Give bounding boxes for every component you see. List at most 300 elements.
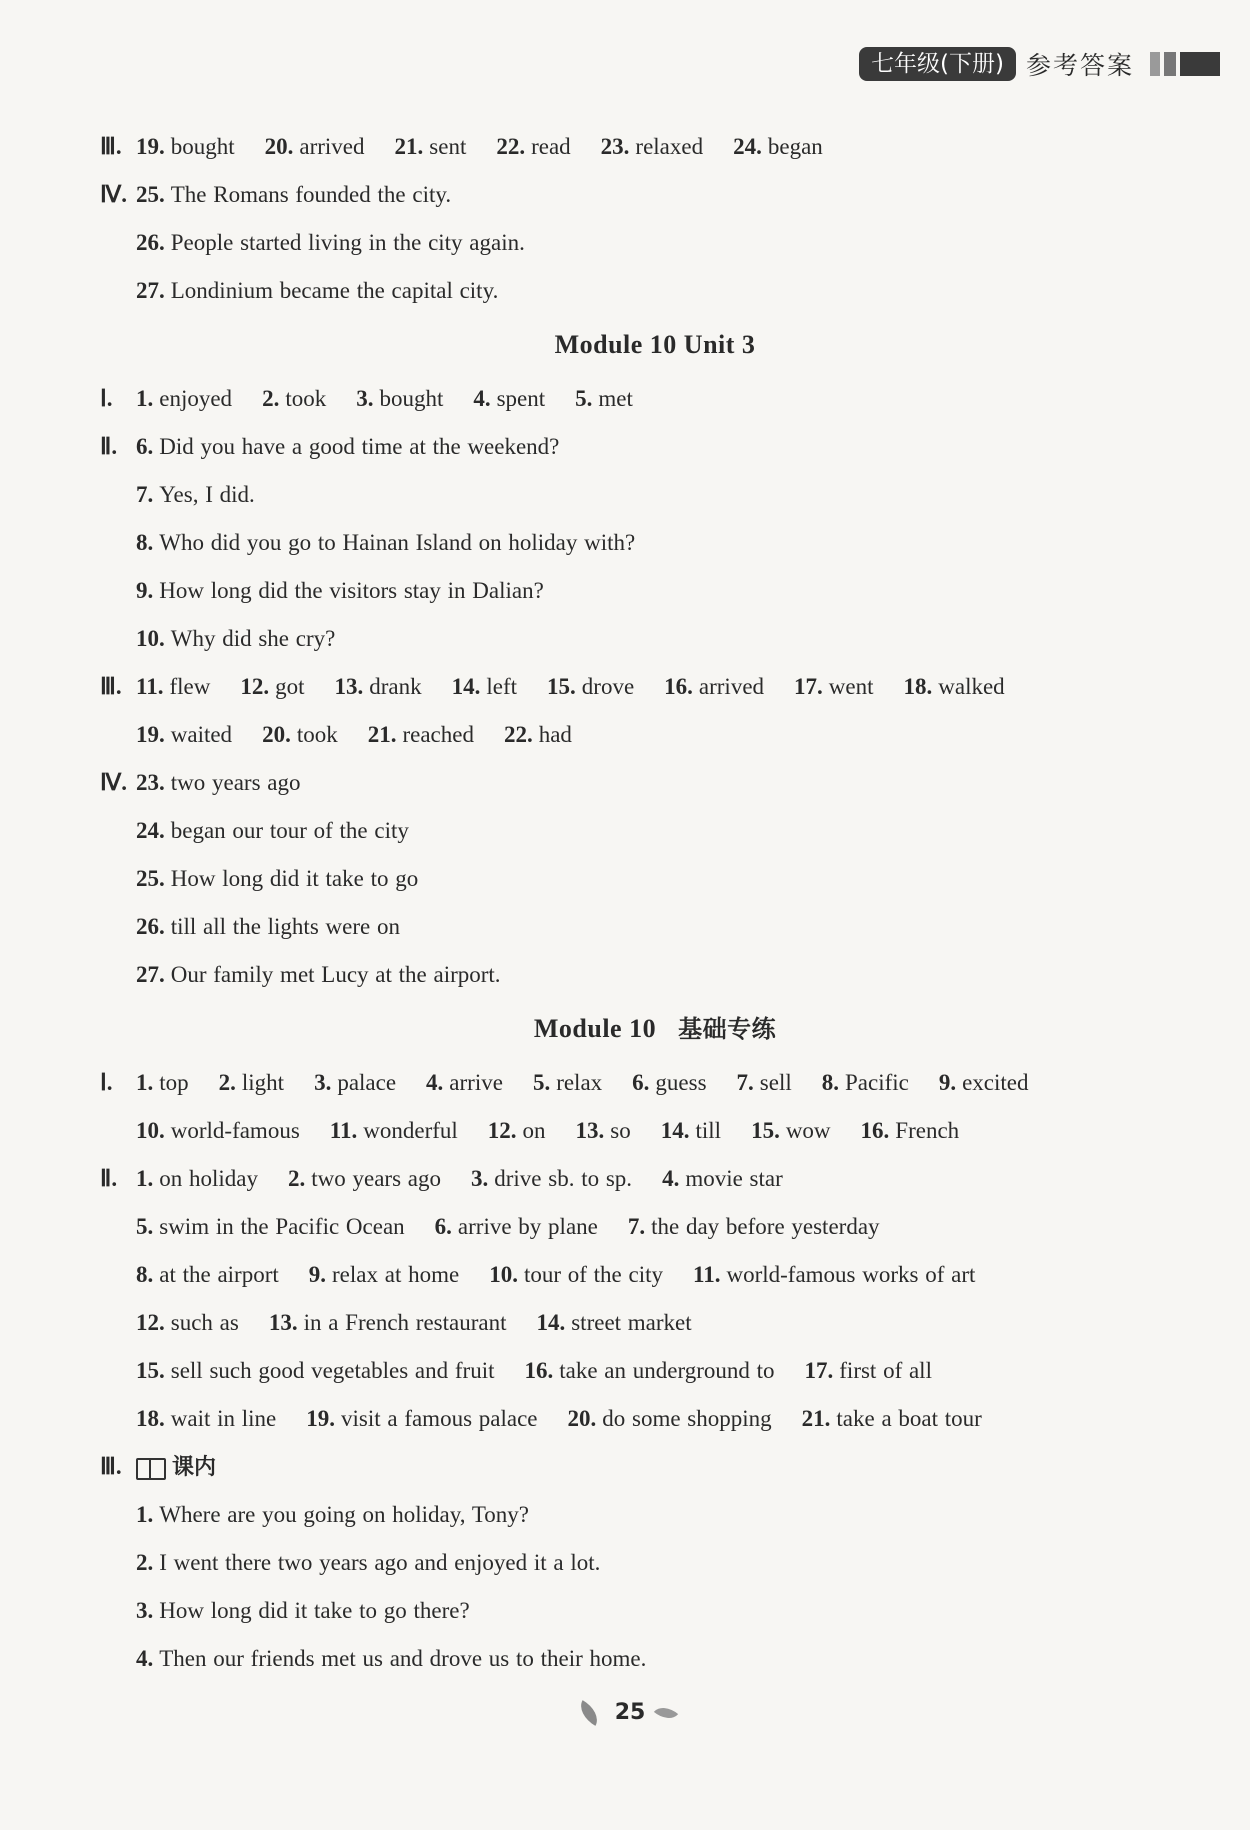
item-answer: How long did it take to go there? [159, 1598, 470, 1623]
item-number: 25. [136, 866, 165, 891]
item-number: 13. [575, 1118, 605, 1143]
item-answer: on holiday [159, 1166, 258, 1191]
item-number: 2. [262, 386, 280, 411]
item-number: 4. [662, 1166, 680, 1191]
section-title [100, 315, 1210, 375]
answer-item [136, 1491, 529, 1539]
item-number: 27. [136, 962, 165, 987]
item-answer: got [275, 674, 305, 699]
answer-line [100, 1491, 1210, 1539]
answer-line [100, 219, 1210, 267]
answer-item [136, 567, 544, 615]
answer-line [100, 615, 1210, 663]
answer-item [240, 663, 304, 711]
item-number: 26. [136, 914, 165, 939]
item-number: 15. [136, 1358, 165, 1383]
item-answer: How long did the visitors stay in Dalian? [159, 578, 544, 603]
item-number: 8. [821, 1070, 839, 1095]
item-answer: drive sb. to sp. [494, 1166, 633, 1191]
answer-items [136, 1203, 880, 1251]
answer-item [335, 663, 422, 711]
answer-item [262, 375, 326, 423]
answer-item [265, 123, 365, 171]
item-number: 15. [751, 1118, 780, 1143]
item-answer: had [538, 722, 572, 747]
section-title-cn: 基础专练 [678, 1015, 777, 1043]
item-answer: till all the lights were on [170, 914, 400, 939]
roman-numeral: Ⅲ. [100, 1454, 122, 1479]
roman-numeral: Ⅰ. [100, 386, 113, 411]
item-answer: left [486, 674, 518, 699]
answer-item [861, 1107, 960, 1155]
answer-item [136, 1107, 300, 1155]
item-answer: Where are you going on holiday, Tony? [159, 1502, 529, 1527]
answer-item [136, 1059, 189, 1107]
answer-item [136, 1299, 239, 1347]
answer-item [632, 1059, 706, 1107]
item-number: 18. [903, 674, 933, 699]
item-answer: such as [170, 1310, 239, 1335]
item-answer: excited [962, 1070, 1029, 1095]
roman-numeral: Ⅲ. [100, 134, 122, 159]
item-answer: Why did she cry? [170, 626, 336, 651]
answer-items [136, 759, 301, 807]
answer-items [136, 903, 400, 951]
answer-item [136, 1587, 470, 1635]
answer-line [100, 711, 1210, 759]
item-answer: two years ago [311, 1166, 441, 1191]
answer-item [737, 1059, 792, 1107]
page-footer [0, 1700, 1250, 1725]
item-number: 6. [434, 1214, 452, 1239]
answer-item [533, 1059, 602, 1107]
answer-item [473, 375, 545, 423]
answer-item [136, 855, 418, 903]
item-number: 11. [136, 674, 164, 699]
answer-line [100, 1539, 1210, 1587]
item-number: 5. [136, 1214, 154, 1239]
item-answer: movie star [685, 1166, 783, 1191]
answer-line [100, 1347, 1210, 1395]
answer-items [136, 1395, 982, 1443]
item-number: 14. [660, 1118, 690, 1143]
section-title [100, 999, 1210, 1059]
answer-item [136, 423, 559, 471]
leaf-icon [575, 1700, 604, 1726]
item-number: 2. [136, 1550, 154, 1575]
answer-item [601, 123, 703, 171]
item-number: 8. [136, 530, 154, 555]
answer-items [136, 1251, 975, 1299]
item-answer: street market [571, 1310, 692, 1335]
answer-item [136, 1155, 258, 1203]
item-number: 27. [136, 278, 165, 303]
answer-item [219, 1059, 284, 1107]
item-number: 20. [264, 134, 294, 159]
item-answer: met [598, 386, 633, 411]
header-title: 参考答案 [1025, 51, 1134, 80]
answer-item [269, 1299, 507, 1347]
item-answer: light [241, 1070, 285, 1095]
answer-items [136, 855, 418, 903]
item-number: 3. [136, 1598, 154, 1623]
item-answer: swim in the Pacific Ocean [159, 1214, 405, 1239]
answer-item [794, 663, 873, 711]
item-answer: first of all [839, 1358, 932, 1383]
answer-line [100, 267, 1210, 315]
answer-item [395, 123, 467, 171]
item-number: 3. [314, 1070, 332, 1095]
answer-items [136, 807, 409, 855]
item-number: 24. [733, 134, 762, 159]
item-answer: visit a famous palace [340, 1406, 538, 1431]
answer-item [568, 1395, 772, 1443]
item-answer: arrived [698, 674, 765, 699]
item-number: 14. [451, 674, 481, 699]
header-decoration [1150, 52, 1220, 76]
item-answer: guess [655, 1070, 707, 1095]
item-number: 10. [136, 626, 165, 651]
item-answer: reached [402, 722, 474, 747]
answer-item [136, 1635, 646, 1683]
item-number: 7. [136, 482, 154, 507]
item-answer: do some shopping [602, 1406, 772, 1431]
item-number: 22. [503, 722, 533, 747]
item-answer: spent [496, 386, 546, 411]
item-number: 20. [262, 722, 291, 747]
answer-line [100, 1395, 1210, 1443]
item-answer: top [159, 1070, 189, 1095]
item-number: 4. [426, 1070, 444, 1095]
answer-items [136, 219, 525, 267]
answer-item [496, 123, 570, 171]
answer-item [136, 711, 232, 759]
answer-line [100, 855, 1210, 903]
answer-item [356, 375, 443, 423]
answer-item [136, 759, 301, 807]
item-number: 6. [136, 434, 154, 459]
answer-items [136, 567, 544, 615]
item-number: 11. [329, 1118, 358, 1143]
answer-item [136, 615, 335, 663]
answer-items [136, 375, 633, 423]
item-answer: went [828, 674, 874, 699]
item-answer: world-famous [170, 1118, 300, 1143]
answer-item [136, 1251, 279, 1299]
answer-item [136, 123, 235, 171]
item-answer: waited [170, 722, 233, 747]
item-number: 21. [367, 722, 397, 747]
answer-item [136, 1347, 494, 1395]
item-answer: The Romans founded the city. [170, 182, 452, 207]
answer-items [136, 1587, 470, 1635]
answer-line [100, 471, 1210, 519]
item-number: 7. [736, 1070, 754, 1095]
answer-item [330, 1107, 458, 1155]
item-number: 18. [136, 1406, 165, 1431]
item-number: 21. [394, 134, 424, 159]
answer-items [136, 123, 823, 171]
answer-item [426, 1059, 503, 1107]
answer-content [100, 123, 1210, 1683]
answer-item [488, 1107, 546, 1155]
item-number: 13. [268, 1310, 298, 1335]
item-answer: read [531, 134, 571, 159]
item-answer: Who did you go to Hainan Island on holiday with? [159, 530, 636, 555]
item-answer: arrive [449, 1070, 503, 1095]
answer-item [136, 219, 525, 267]
answer-line [100, 1443, 1210, 1491]
answer-items [136, 1539, 600, 1587]
answer-item [524, 1347, 774, 1395]
page-number: 25 [614, 1700, 646, 1725]
item-answer: began [767, 134, 823, 159]
item-number: 23. [136, 770, 165, 795]
item-number: 26. [136, 230, 165, 255]
answer-line [100, 759, 1210, 807]
roman-numeral: Ⅲ. [100, 674, 122, 699]
item-number: 4. [473, 386, 491, 411]
item-answer: the day before yesterday [651, 1214, 880, 1239]
roman-numeral: Ⅱ. [100, 1166, 118, 1191]
item-answer: enjoyed [159, 386, 233, 411]
answer-item [904, 663, 1005, 711]
item-answer: sell [759, 1070, 792, 1095]
section-title-text: Module 10 Unit 3 [554, 330, 756, 359]
decor-block [1150, 52, 1160, 76]
item-number: 17. [804, 1358, 834, 1383]
answer-line [100, 1059, 1210, 1107]
answer-item [136, 663, 210, 711]
item-number: 1. [136, 1166, 154, 1191]
item-number: 1. [136, 1070, 154, 1095]
item-answer: at the airport [159, 1262, 279, 1287]
roman-numeral: Ⅳ. [100, 182, 127, 207]
answer-item [368, 711, 474, 759]
item-number: 23. [600, 134, 630, 159]
answer-item [536, 1299, 691, 1347]
book-icon [136, 1458, 166, 1480]
item-answer: world-famous works of art [726, 1262, 976, 1287]
item-number: 16. [664, 674, 693, 699]
answer-line [100, 1155, 1210, 1203]
item-number: 9. [136, 578, 154, 603]
item-answer: walked [938, 674, 1005, 699]
answer-item [733, 123, 823, 171]
answer-item [662, 1155, 783, 1203]
decor-block [1164, 52, 1176, 76]
item-number: 8. [136, 1262, 154, 1287]
item-number: 6. [632, 1070, 650, 1095]
answer-items [136, 951, 501, 999]
item-answer: tour of the city [523, 1262, 663, 1287]
item-answer: took [285, 386, 327, 411]
item-answer: relaxed [635, 134, 704, 159]
item-number: 9. [938, 1070, 957, 1095]
item-number: 11. [692, 1262, 721, 1287]
item-number: 12. [240, 674, 270, 699]
item-answer: arrive by plane [457, 1214, 598, 1239]
item-number: 16. [860, 1118, 890, 1143]
answer-item [939, 1059, 1029, 1107]
decor-block [1180, 52, 1220, 76]
answer-items [136, 711, 572, 759]
item-answer: People started living in the city again. [170, 230, 525, 255]
answer-items [136, 1059, 1029, 1107]
answer-item [136, 951, 501, 999]
roman-numeral: Ⅳ. [100, 770, 127, 795]
answer-item [136, 375, 232, 423]
answer-line [100, 807, 1210, 855]
answer-item [136, 267, 498, 315]
item-number: 1. [136, 1502, 154, 1527]
item-number: 9. [308, 1262, 327, 1287]
item-answer: palace [337, 1070, 397, 1095]
item-answer: sell such good vegetables and fruit [170, 1358, 495, 1383]
item-answer: Londinium became the capital city. [170, 278, 499, 303]
item-answer: arrived [299, 134, 365, 159]
item-number: 22. [496, 134, 526, 159]
answer-item [136, 1203, 405, 1251]
item-number: 13. [334, 674, 364, 699]
item-number: 19. [306, 1406, 335, 1431]
item-number: 14. [536, 1310, 566, 1335]
item-answer: take an underground to [559, 1358, 775, 1383]
answer-line [100, 1587, 1210, 1635]
leaf-icon [654, 1701, 678, 1725]
answer-items [136, 1155, 783, 1203]
answer-items [136, 663, 1005, 711]
answer-line [100, 1635, 1210, 1683]
item-number: 20. [567, 1406, 597, 1431]
item-answer: took [296, 722, 338, 747]
item-answer: Did you have a good time at the weekend? [159, 434, 560, 459]
item-answer: wait in line [170, 1406, 277, 1431]
item-answer: relax at home [332, 1262, 460, 1287]
item-answer: sent [429, 134, 467, 159]
answer-item [751, 1107, 830, 1155]
item-answer: French [895, 1118, 960, 1143]
in-class-label: 课内 [172, 1455, 217, 1480]
answer-line [100, 663, 1210, 711]
answer-item [661, 1107, 721, 1155]
item-answer: drank [369, 674, 422, 699]
item-number: 19. [136, 134, 165, 159]
answer-item [136, 1395, 276, 1443]
item-number: 3. [471, 1166, 489, 1191]
item-answer: bought [170, 134, 235, 159]
item-answer: wow [785, 1118, 831, 1143]
answer-items [136, 1347, 932, 1395]
answer-items [136, 1299, 692, 1347]
answer-line [100, 951, 1210, 999]
answer-item [309, 1251, 459, 1299]
answer-item [452, 663, 517, 711]
item-number: 17. [794, 674, 823, 699]
section-title-text: Module 10 [533, 1014, 657, 1043]
answer-line [100, 567, 1210, 615]
answer-items [136, 519, 635, 567]
answer-line [100, 1251, 1210, 1299]
item-number: 2. [288, 1166, 306, 1191]
item-answer: I went there two years ago and enjoyed it a lot. [159, 1550, 601, 1575]
answer-item [664, 663, 764, 711]
item-number: 12. [487, 1118, 517, 1143]
answer-line [100, 1203, 1210, 1251]
answer-item [136, 519, 635, 567]
item-number: 15. [547, 674, 576, 699]
answer-item [504, 711, 572, 759]
answer-line [100, 1299, 1210, 1347]
answer-items [136, 615, 335, 663]
answer-items [136, 423, 559, 471]
answer-item [822, 1059, 909, 1107]
answer-line [100, 903, 1210, 951]
item-answer: on [522, 1118, 546, 1143]
answer-item [471, 1155, 632, 1203]
item-number: 7. [627, 1214, 646, 1239]
item-number: 24. [136, 818, 165, 843]
item-number: 5. [575, 386, 593, 411]
answer-items [136, 171, 451, 219]
item-answer: Then our friends met us and drove us to their home. [159, 1646, 647, 1671]
answer-items [136, 1107, 959, 1155]
roman-numeral: Ⅰ. [100, 1070, 113, 1095]
item-number: 4. [136, 1646, 154, 1671]
item-answer: relax [556, 1070, 603, 1095]
item-number: 19. [136, 722, 165, 747]
item-answer: bought [379, 386, 444, 411]
item-number: 10. [489, 1262, 518, 1287]
answer-line [100, 171, 1210, 219]
item-number: 25. [136, 182, 165, 207]
answer-items [136, 1443, 216, 1492]
item-number: 2. [218, 1070, 236, 1095]
item-answer: wonderful [363, 1118, 458, 1143]
item-number: 21. [801, 1406, 831, 1431]
answer-item [547, 663, 634, 711]
item-answer: two years ago [170, 770, 301, 795]
answer-item [693, 1251, 975, 1299]
answer-item [576, 1107, 631, 1155]
answer-item [802, 1395, 982, 1443]
item-answer: till [695, 1118, 722, 1143]
answer-item [628, 1203, 880, 1251]
roman-numeral: Ⅱ. [100, 434, 118, 459]
answer-item [136, 1539, 600, 1587]
page-header [859, 46, 1220, 82]
answer-item [306, 1395, 537, 1443]
item-number: 12. [136, 1310, 165, 1335]
answer-item [288, 1155, 441, 1203]
item-number: 1. [136, 386, 154, 411]
answer-line [100, 519, 1210, 567]
item-number: 3. [356, 386, 374, 411]
answer-items [136, 471, 255, 519]
item-answer: so [610, 1118, 631, 1143]
item-answer: Yes, I did. [159, 482, 255, 507]
item-number: 5. [532, 1070, 551, 1095]
answer-item [136, 807, 409, 855]
grade-badge: 七年级(下册) [859, 47, 1016, 81]
item-answer: take a boat tour [836, 1406, 982, 1431]
answer-item [136, 471, 255, 519]
answer-item [489, 1251, 663, 1299]
answer-item [136, 171, 451, 219]
item-answer: drove [581, 674, 635, 699]
item-number: 10. [136, 1118, 165, 1143]
item-answer: flew [169, 674, 211, 699]
